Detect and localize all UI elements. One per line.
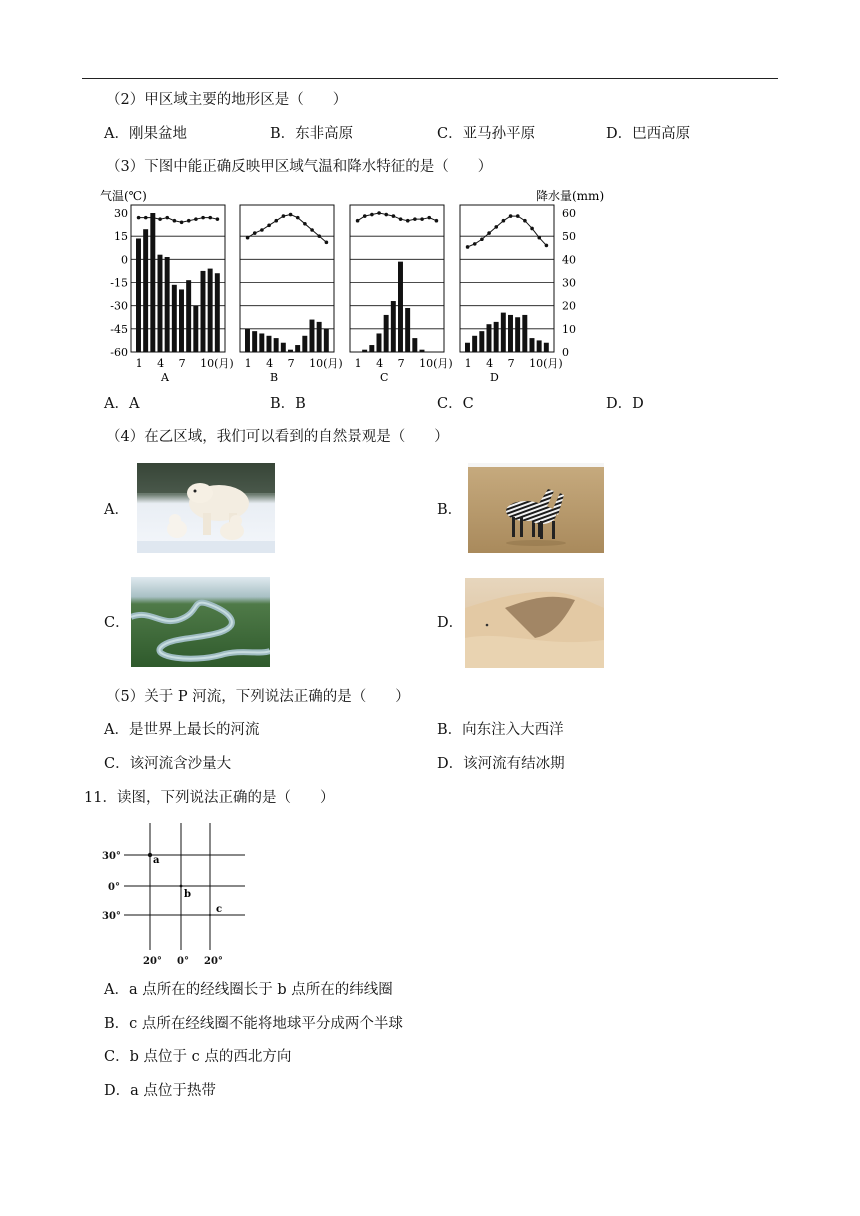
precip-bar [158, 255, 163, 352]
precip-bar [508, 315, 513, 352]
q2-option-c[interactable]: C．亚马孙平原 [437, 126, 536, 142]
temp-point [537, 236, 541, 240]
precip-tick-label: 30 [562, 276, 576, 290]
precip-bar [186, 280, 191, 352]
q11-option-c[interactable]: C．b 点位于 c 点的西北方向 [104, 1049, 292, 1065]
precip-tick-label: 10 [562, 322, 576, 336]
temp-point [137, 216, 141, 220]
precip-bar [362, 350, 367, 352]
temp-point [260, 228, 264, 232]
month-tick-label: 1 [244, 357, 252, 370]
temp-point [427, 216, 431, 220]
precip-bar [259, 333, 264, 352]
panel-frame-d [460, 205, 554, 352]
precip-bar [544, 343, 549, 352]
temp-point [494, 225, 498, 229]
precip-tick-label: 40 [562, 253, 576, 267]
q4-option-a[interactable]: A． [104, 502, 129, 518]
q3-stem: （3）下图中能正确反映甲区域气温和降水特征的是（ ） [106, 159, 493, 175]
precip-tick-label: 50 [562, 230, 576, 244]
temp-point [158, 217, 162, 221]
temp-tick-label: 0 [121, 253, 128, 267]
temp-point [303, 222, 307, 226]
point-c-label: c [216, 904, 223, 915]
precip-bar [530, 338, 535, 352]
precip-bar [369, 345, 374, 352]
precip-bar [324, 329, 329, 352]
temp-tick-label: -15 [110, 276, 128, 290]
temp-point [165, 216, 169, 220]
temp-point [509, 214, 513, 218]
temp-point [545, 244, 549, 248]
q4-option-b[interactable]: B． [437, 502, 463, 518]
temp-point [216, 217, 220, 221]
q4-stem: （4）在乙区域，我们可以看到的自然景观是（ ） [106, 429, 449, 445]
temp-point [180, 220, 184, 224]
temp-point [466, 245, 470, 249]
temp-tick-label: -60 [110, 346, 128, 359]
q4-option-d[interactable]: D． [437, 615, 464, 631]
month-tick-label: 10(月) [529, 357, 563, 370]
temp-point [392, 214, 396, 218]
precip-bar [487, 324, 492, 352]
temp-point [356, 219, 360, 223]
temp-point [173, 219, 177, 223]
precip-bar [143, 229, 148, 352]
panel-label-a: A [161, 371, 169, 384]
temp-point [406, 219, 410, 223]
q5-option-c[interactable]: C．该河流含沙量大 [104, 756, 232, 772]
temp-point [274, 219, 278, 223]
panel-label-b: B [270, 371, 279, 384]
precip-bar [472, 336, 477, 352]
precip-bar [398, 262, 403, 352]
q3-option-d[interactable]: D．D [606, 396, 644, 412]
q5-stem: （5）关于 P 河流，下列说法正确的是（ ） [106, 689, 410, 705]
lon-label-right: 20° [204, 956, 223, 967]
temp-point [246, 236, 250, 240]
lon-label-left: 20° [143, 956, 162, 967]
temp-point [420, 217, 424, 221]
panel-label-c: C [380, 371, 389, 384]
lat-lon-grid [100, 818, 250, 968]
temp-point [487, 231, 491, 235]
precip-bar [172, 285, 177, 352]
temp-tick-label: 15 [114, 230, 128, 244]
precip-bar [391, 301, 396, 352]
precip-bar [215, 273, 220, 352]
temp-tick-label: 30 [114, 207, 128, 220]
climate-charts [100, 184, 620, 384]
lat-label-top: 30° [102, 851, 121, 862]
month-tick-label: 10(月) [200, 357, 234, 370]
temp-point [473, 242, 477, 246]
precip-bar [420, 350, 425, 352]
precip-bar [522, 315, 527, 352]
q3-option-c[interactable]: C．C [437, 396, 474, 412]
temp-point [253, 231, 257, 235]
temp-point [480, 237, 484, 241]
q2-stem: （2）甲区域主要的地形区是（ ） [106, 92, 348, 108]
temp-tick-label: -30 [110, 299, 128, 313]
zebra-photo[interactable] [468, 463, 604, 553]
q11-option-d[interactable]: D．a 点位于热带 [104, 1083, 216, 1099]
month-tick-label: 10(月) [419, 357, 453, 370]
month-tick-label: 4 [157, 357, 165, 370]
temp-point [399, 217, 403, 221]
temp-line [358, 213, 437, 221]
month-tick-label: 7 [178, 357, 186, 370]
precip-bar [267, 336, 272, 352]
point-a-label: a [153, 855, 160, 866]
precip-tick-label: 20 [562, 299, 576, 313]
month-tick-label: 10(月) [309, 357, 343, 370]
q5-option-a[interactable]: A．是世界上最长的河流 [104, 722, 260, 738]
q11-option-b[interactable]: B．c 点所在经线圈不能将地球平分成两个半球 [104, 1016, 403, 1032]
q5-option-b[interactable]: B．向东注入大西洋 [437, 722, 564, 738]
panel-frame-c [350, 205, 444, 352]
precip-bar [193, 306, 198, 352]
temp-point [289, 213, 293, 217]
precip-bar [281, 343, 286, 352]
temp-point [201, 216, 205, 220]
precip-bar [136, 238, 141, 352]
lon-label-middle: 0° [177, 956, 189, 967]
point-b-label: b [184, 889, 191, 900]
temp-point [282, 214, 286, 218]
q2-option-d[interactable]: D．巴西高原 [606, 126, 691, 142]
temp-point [523, 219, 527, 223]
precip-bar [384, 315, 389, 352]
precip-bar [201, 271, 206, 352]
right-axis-label: 降水量(mm) [536, 189, 605, 203]
precip-bar [405, 308, 410, 352]
q3-option-b[interactable]: B．B [270, 396, 306, 412]
month-tick-label: 4 [486, 357, 494, 370]
temp-point [370, 213, 374, 217]
q2-option-b[interactable]: B．东非高原 [270, 126, 354, 142]
temp-point [194, 217, 198, 221]
temp-point [377, 211, 381, 215]
left-axis-label: 气温(℃) [100, 189, 147, 203]
precip-bar [494, 322, 499, 352]
month-tick-label: 1 [135, 357, 143, 370]
precip-bar [317, 322, 322, 352]
precip-bar [295, 345, 300, 352]
month-tick-label: 1 [464, 357, 472, 370]
temp-point [317, 234, 321, 238]
precip-tick-label: 0 [562, 346, 569, 359]
temp-point [310, 228, 314, 232]
temp-point [208, 216, 212, 220]
precip-bar [465, 343, 470, 352]
point-a-marker [148, 853, 152, 857]
lat-label-bottom: 30° [102, 911, 121, 922]
point-c-marker [209, 914, 211, 916]
precip-bar [310, 320, 315, 352]
precip-bar [412, 338, 417, 352]
q11-option-a[interactable]: A．a 点所在的经线圈长于 b 点所在的纬线圈 [104, 982, 393, 998]
temp-point [151, 216, 155, 220]
temp-point [267, 224, 271, 228]
lat-label-middle: 0° [108, 882, 120, 893]
precip-bar [274, 338, 279, 352]
month-tick-label: 4 [266, 357, 274, 370]
precip-bar [165, 257, 170, 352]
q11-stem: 11．读图，下列说法正确的是（ ） [84, 790, 335, 806]
precip-bar [302, 336, 307, 352]
month-tick-label: 7 [397, 357, 405, 370]
precip-tick-label: 60 [562, 207, 576, 220]
polar-bear-photo[interactable] [137, 463, 275, 553]
q5-option-d[interactable]: D．该河流有结冰期 [437, 756, 565, 772]
q4-option-c[interactable]: C． [104, 615, 130, 631]
temp-tick-label: -45 [110, 322, 128, 336]
temp-point [363, 214, 367, 218]
precip-bar [245, 329, 250, 352]
precip-bar [501, 313, 506, 352]
precip-bar [515, 317, 520, 352]
month-tick-label: 4 [376, 357, 384, 370]
month-tick-label: 7 [507, 357, 515, 370]
temp-point [516, 214, 520, 218]
precip-bar [150, 213, 155, 352]
river-forest-photo[interactable] [131, 577, 270, 667]
temp-line [468, 216, 547, 247]
temp-point [296, 216, 300, 220]
sand-dune-photo[interactable] [465, 578, 604, 668]
temp-point [384, 213, 388, 217]
precip-bar [252, 331, 257, 352]
temp-line [248, 215, 327, 243]
temp-point [530, 227, 534, 231]
panel-label-d: D [490, 371, 499, 384]
q2-option-a[interactable]: A．刚果盆地 [104, 126, 187, 142]
precip-bar [479, 331, 484, 352]
point-b-marker [180, 885, 183, 888]
month-tick-label: 7 [287, 357, 295, 370]
precip-bar [288, 350, 293, 352]
precip-bar [208, 269, 213, 352]
month-tick-label: 1 [354, 357, 362, 370]
temp-point [435, 219, 439, 223]
temp-point [413, 217, 417, 221]
q3-option-a[interactable]: A．A [104, 396, 140, 412]
precip-bar [377, 333, 382, 352]
precip-bar [179, 289, 184, 352]
temp-point [144, 216, 148, 220]
temp-point [325, 241, 329, 245]
header-rule [82, 78, 778, 79]
temp-point [502, 219, 506, 223]
precip-bar [537, 340, 542, 352]
temp-point [187, 219, 191, 223]
